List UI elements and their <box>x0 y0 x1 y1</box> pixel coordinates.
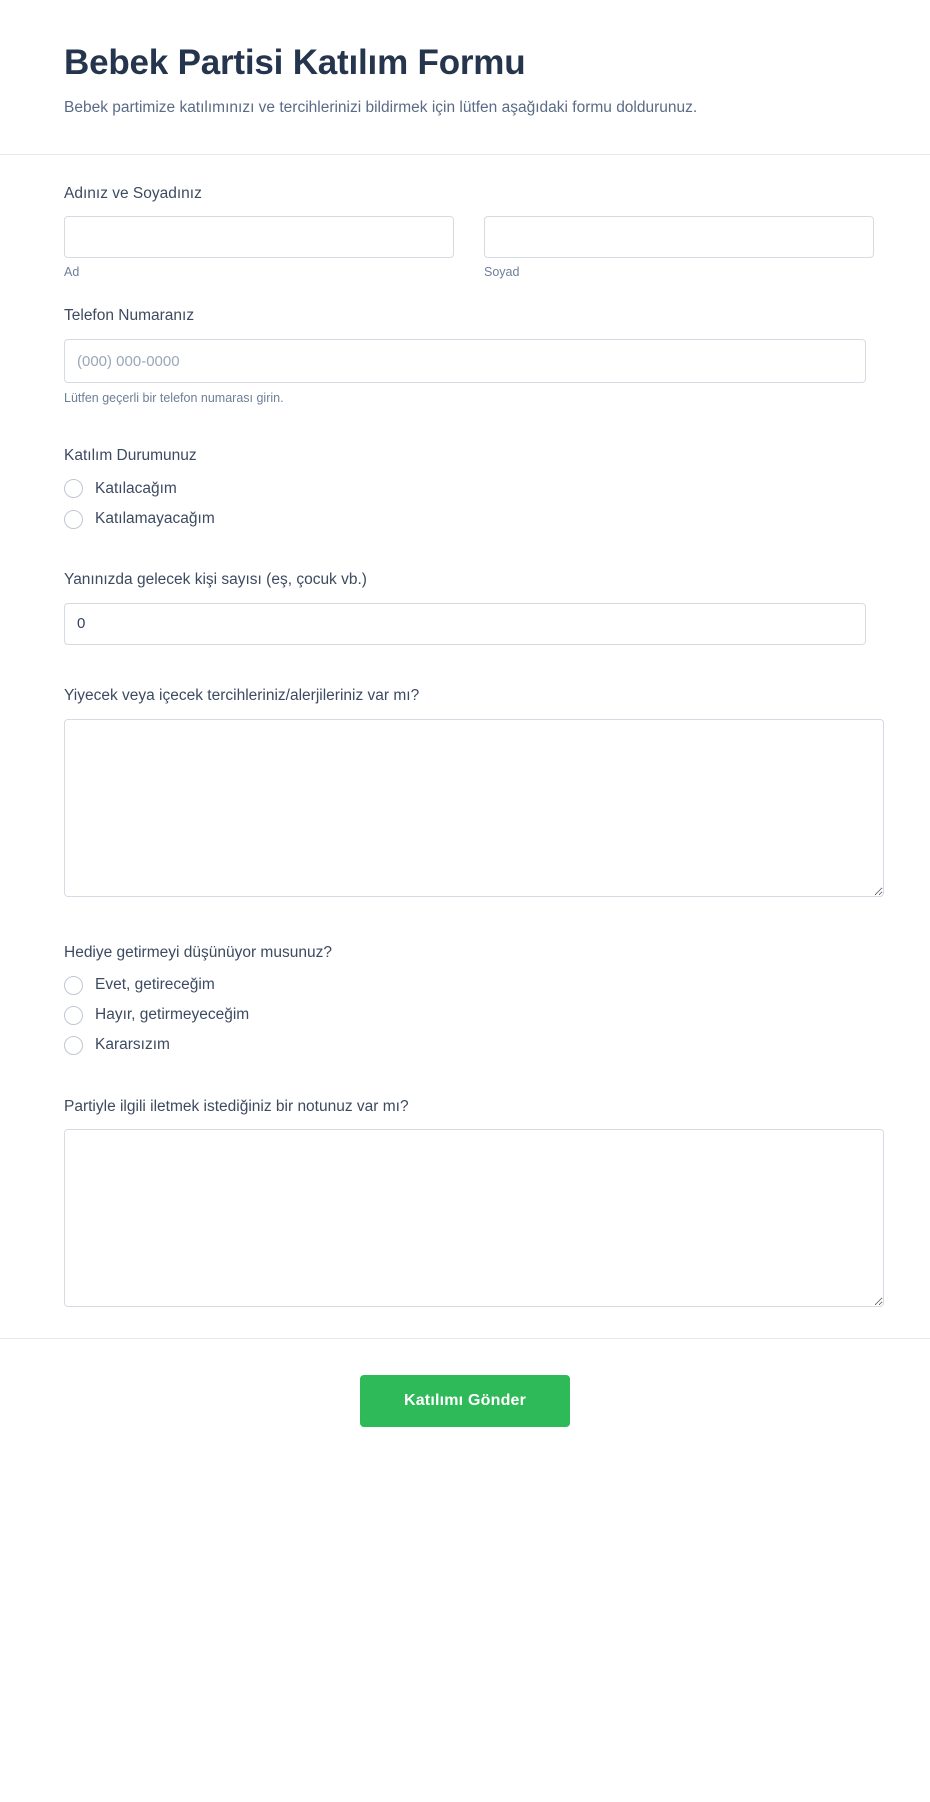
submit-button[interactable]: Katılımı Gönder <box>360 1375 570 1427</box>
field-gift <box>64 942 866 1056</box>
first-name-group <box>64 216 454 279</box>
radio-option-gift-undecided[interactable] <box>64 1035 866 1055</box>
field-label-guest-count: Yanınızda gelecek kişi sayısı (eş, çocuk vb.) <box>64 571 367 589</box>
radio-circle-icon[interactable] <box>64 1006 83 1025</box>
field-guest-count <box>64 569 866 645</box>
form-header <box>0 0 930 155</box>
radio-label: Hayır, getirmeyeceğim <box>95 1006 250 1024</box>
radio-option-gift-yes[interactable] <box>64 975 866 995</box>
radio-label: Evet, getireceğim <box>95 976 215 994</box>
form-footer <box>0 1338 930 1477</box>
dietary-preferences-textarea[interactable] <box>64 719 884 897</box>
first-name-input[interactable] <box>64 216 454 258</box>
radio-circle-icon[interactable] <box>64 1036 83 1055</box>
phone-input[interactable] <box>64 339 866 383</box>
last-name-sub-label: Soyad <box>484 265 520 280</box>
attendance-radio-group <box>64 479 866 529</box>
radio-option-gift-no[interactable] <box>64 1005 866 1025</box>
field-label-full-name: Adınız ve Soyadınız <box>64 184 202 202</box>
gift-radio-group <box>64 975 866 1055</box>
last-name-input[interactable] <box>484 216 874 258</box>
radio-circle-icon[interactable] <box>64 976 83 995</box>
field-attendance <box>64 445 866 529</box>
field-label-gift: Hediye getirmeyi düşünüyor musunuz? <box>64 943 332 961</box>
radio-label: Katılacağım <box>95 479 177 497</box>
last-name-group <box>484 216 874 279</box>
form-description: Bebek partimize katılımınızı ve tercihlerinizi bildirmek için lütfen aşağıdaki formu doldurunuz. <box>64 98 698 116</box>
field-dietary-preferences <box>64 685 866 902</box>
radio-label: Kararsızım <box>95 1036 170 1054</box>
radio-option-not-attending[interactable] <box>64 509 866 529</box>
field-label-note: Partiyle ilgili iletmek istediğiniz bir notunuz var mı? <box>64 1097 409 1115</box>
field-label-dietary-preferences: Yiyecek veya içecek tercihleriniz/alerjileriniz var mı? <box>64 686 420 704</box>
guest-count-input[interactable] <box>64 603 866 645</box>
radio-circle-icon[interactable] <box>64 479 83 498</box>
form-body <box>0 155 930 1313</box>
radio-circle-icon[interactable] <box>64 510 83 529</box>
field-label-phone: Telefon Numaranız <box>64 307 195 325</box>
field-phone <box>64 305 866 405</box>
field-full-name <box>64 183 866 280</box>
note-textarea[interactable] <box>64 1129 884 1307</box>
first-name-sub-label: Ad <box>64 265 80 280</box>
field-label-attendance: Katılım Durumunuz <box>64 447 197 465</box>
radio-label: Katılamayacağım <box>95 510 215 527</box>
field-note <box>64 1096 866 1313</box>
radio-option-attending[interactable] <box>64 479 866 499</box>
name-row <box>64 216 866 279</box>
phone-hint: Lütfen geçerli bir telefon numarası girin. <box>64 391 284 406</box>
page-title: Bebek Partisi Katılım Formu <box>64 43 526 82</box>
